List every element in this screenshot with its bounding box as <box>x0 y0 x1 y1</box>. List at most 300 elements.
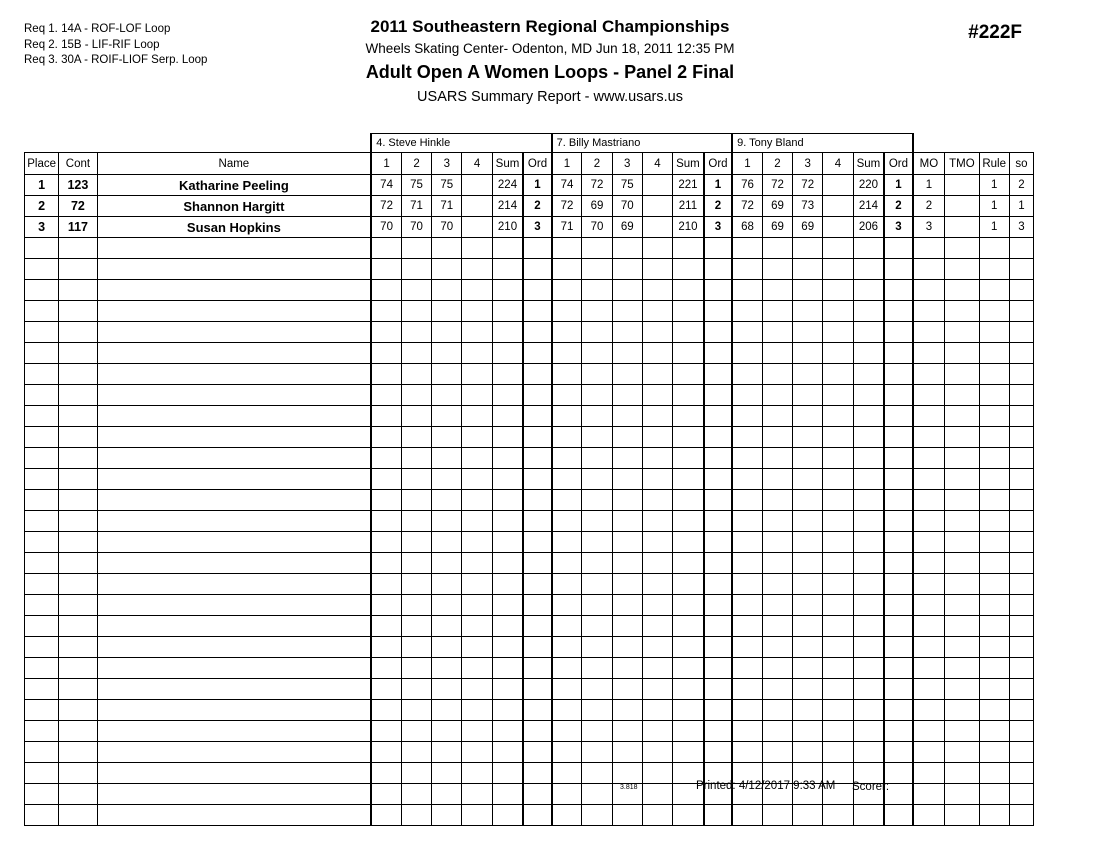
table-row-empty[interactable] <box>25 364 1034 385</box>
cell-empty <box>582 469 612 490</box>
cell-mo: 1 <box>913 175 945 196</box>
cell-empty <box>552 469 582 490</box>
cell-empty <box>401 679 431 700</box>
cell-empty <box>704 511 732 532</box>
cell-empty <box>432 553 462 574</box>
cell-empty <box>552 574 582 595</box>
cell-empty <box>853 364 884 385</box>
cell-empty <box>371 637 401 658</box>
table-row[interactable] <box>25 196 1034 217</box>
cell-empty <box>945 574 979 595</box>
cell-empty <box>642 616 672 637</box>
cell-empty <box>401 532 431 553</box>
cell-empty <box>884 238 912 259</box>
cell-empty <box>59 616 97 637</box>
table-row-empty[interactable] <box>25 406 1034 427</box>
cell-empty <box>853 301 884 322</box>
cell-empty <box>612 448 642 469</box>
judge-header-row <box>25 134 1034 153</box>
cell-j1-s2: 75 <box>401 175 431 196</box>
competition-title: 2011 Southeastern Regional Championships <box>370 17 730 36</box>
cell-empty <box>732 679 762 700</box>
cell-empty <box>823 322 853 343</box>
cell-empty <box>523 385 551 406</box>
cell-empty <box>853 700 884 721</box>
cell-mo: 2 <box>913 196 945 217</box>
cell-empty <box>673 280 704 301</box>
cell-empty <box>462 658 492 679</box>
cell-empty <box>762 259 792 280</box>
cell-empty <box>582 301 612 322</box>
cell-empty <box>25 406 59 427</box>
cell-empty <box>945 805 979 826</box>
cell-empty <box>552 343 582 364</box>
cell-empty <box>642 805 672 826</box>
cell-empty <box>462 469 492 490</box>
cell-empty <box>432 448 462 469</box>
cell-empty <box>462 574 492 595</box>
cell-empty <box>913 553 945 574</box>
cell-empty <box>732 721 762 742</box>
cell-empty <box>762 322 792 343</box>
cell-empty <box>401 511 431 532</box>
cell-empty <box>25 238 59 259</box>
cell-empty <box>704 259 732 280</box>
table-row-empty[interactable] <box>25 280 1034 301</box>
cell-empty <box>793 511 823 532</box>
table-row-empty[interactable] <box>25 238 1034 259</box>
cell-empty <box>913 406 945 427</box>
cell-empty <box>401 574 431 595</box>
cell-empty <box>612 238 642 259</box>
cell-empty <box>673 511 704 532</box>
cell-empty <box>59 490 97 511</box>
cell-empty <box>762 721 792 742</box>
cell-empty <box>823 343 853 364</box>
cell-empty <box>673 406 704 427</box>
cell-empty <box>401 322 431 343</box>
cell-empty <box>371 280 401 301</box>
cell-empty <box>913 259 945 280</box>
cell-empty <box>853 322 884 343</box>
cell-empty <box>97 553 371 574</box>
cell-empty <box>492 427 523 448</box>
cell-empty <box>642 448 672 469</box>
cell-empty <box>793 238 823 259</box>
cell-empty <box>673 301 704 322</box>
cell-empty <box>97 700 371 721</box>
cell-empty <box>979 637 1009 658</box>
cell-empty <box>979 427 1009 448</box>
cell-empty <box>1009 364 1033 385</box>
cell-empty <box>884 427 912 448</box>
cell-empty <box>793 490 823 511</box>
table-row-empty[interactable] <box>25 742 1034 763</box>
table-row-empty[interactable] <box>25 553 1034 574</box>
cell-cont: 72 <box>59 196 97 217</box>
cell-j2-s4 <box>642 175 672 196</box>
cell-empty <box>552 700 582 721</box>
cell-empty <box>823 469 853 490</box>
cell-empty <box>25 679 59 700</box>
form-code: 3.818 <box>620 784 638 791</box>
cell-j3-s3: 73 <box>793 196 823 217</box>
table-row-empty[interactable] <box>25 385 1034 406</box>
cell-place: 2 <box>25 196 59 217</box>
table-row-empty[interactable] <box>25 448 1034 469</box>
cell-empty <box>1009 658 1033 679</box>
cell-empty <box>945 595 979 616</box>
cell-j1-s3: 71 <box>432 196 462 217</box>
requirement-3: Req 3. 30A - ROIF-LIOF Serp. Loop <box>24 54 208 66</box>
cell-empty <box>59 406 97 427</box>
cell-empty <box>732 343 762 364</box>
cell-empty <box>523 343 551 364</box>
cell-empty <box>432 805 462 826</box>
cell-empty <box>462 616 492 637</box>
cell-empty <box>762 469 792 490</box>
cell-empty <box>732 700 762 721</box>
cell-empty <box>59 553 97 574</box>
table-row-empty[interactable] <box>25 637 1034 658</box>
cell-empty <box>612 343 642 364</box>
cell-empty <box>762 343 792 364</box>
table-row-empty[interactable] <box>25 679 1034 700</box>
cell-empty <box>523 259 551 280</box>
cell-empty <box>732 637 762 658</box>
cell-empty <box>552 322 582 343</box>
cell-empty <box>97 385 371 406</box>
cell-empty <box>582 574 612 595</box>
cell-empty <box>945 532 979 553</box>
cell-empty <box>552 721 582 742</box>
cell-empty <box>401 385 431 406</box>
cell-empty <box>704 280 732 301</box>
cell-empty <box>612 301 642 322</box>
cell-empty <box>371 658 401 679</box>
cell-empty <box>823 805 853 826</box>
cell-empty <box>401 595 431 616</box>
cell-empty <box>612 532 642 553</box>
table-row-empty[interactable] <box>25 616 1034 637</box>
cell-empty <box>853 616 884 637</box>
cell-empty <box>582 742 612 763</box>
cell-empty <box>59 448 97 469</box>
cell-empty <box>979 700 1009 721</box>
table-row-empty[interactable] <box>25 574 1034 595</box>
cell-empty <box>853 805 884 826</box>
cell-empty <box>1009 406 1033 427</box>
table-row-empty[interactable] <box>25 658 1034 679</box>
cell-empty <box>884 511 912 532</box>
cell-j3-s3: 72 <box>793 175 823 196</box>
cell-j2-s2: 70 <box>582 217 612 238</box>
table-row-empty[interactable] <box>25 805 1034 826</box>
cell-empty <box>979 805 1009 826</box>
cell-tmo <box>945 175 979 196</box>
cell-empty <box>793 406 823 427</box>
cell-empty <box>704 301 732 322</box>
cell-empty <box>523 406 551 427</box>
col-j3-sum: Sum <box>853 153 884 175</box>
cell-mo: 3 <box>913 217 945 238</box>
cell-empty <box>371 511 401 532</box>
cell-empty <box>582 616 612 637</box>
cell-empty <box>432 616 462 637</box>
judge-1-label: 4. Steve Hinkle <box>371 134 551 153</box>
cell-place: 3 <box>25 217 59 238</box>
cell-empty <box>492 805 523 826</box>
table-row-empty[interactable] <box>25 427 1034 448</box>
cell-empty <box>642 679 672 700</box>
cell-j1-ord: 1 <box>523 175 551 196</box>
cell-empty <box>1009 805 1033 826</box>
cell-empty <box>732 469 762 490</box>
cell-empty <box>97 238 371 259</box>
cell-empty <box>945 280 979 301</box>
cell-empty <box>732 553 762 574</box>
cell-empty <box>673 553 704 574</box>
cell-j3-s4 <box>823 175 853 196</box>
cell-empty <box>25 721 59 742</box>
cell-empty <box>642 364 672 385</box>
cell-empty <box>704 805 732 826</box>
cell-empty <box>59 511 97 532</box>
cell-empty <box>552 679 582 700</box>
cell-empty <box>945 637 979 658</box>
cell-empty <box>823 259 853 280</box>
cell-empty <box>523 238 551 259</box>
judge-banner-spacer <box>25 134 372 153</box>
cell-empty <box>1009 301 1033 322</box>
cell-empty <box>762 448 792 469</box>
cell-empty <box>432 511 462 532</box>
cell-empty <box>704 385 732 406</box>
cell-empty <box>979 364 1009 385</box>
cell-empty <box>762 616 792 637</box>
cell-empty <box>913 301 945 322</box>
cell-empty <box>979 406 1009 427</box>
cell-empty <box>979 532 1009 553</box>
cell-empty <box>492 280 523 301</box>
cell-empty <box>492 301 523 322</box>
cell-j1-s4 <box>462 196 492 217</box>
cell-empty <box>823 721 853 742</box>
cell-empty <box>913 679 945 700</box>
cell-empty <box>582 322 612 343</box>
cell-empty <box>612 511 642 532</box>
cell-empty <box>59 238 97 259</box>
cell-empty <box>979 301 1009 322</box>
cell-j1-sum: 224 <box>492 175 523 196</box>
cell-empty <box>823 742 853 763</box>
col-j3-s4: 4 <box>823 153 853 175</box>
cell-empty <box>59 700 97 721</box>
cell-empty <box>523 805 551 826</box>
cell-empty <box>523 679 551 700</box>
cell-empty <box>1009 637 1033 658</box>
cell-empty <box>371 364 401 385</box>
table-row-empty[interactable] <box>25 511 1034 532</box>
cell-empty <box>492 679 523 700</box>
cell-empty <box>492 595 523 616</box>
cell-empty <box>401 301 431 322</box>
cell-empty <box>979 616 1009 637</box>
cell-empty <box>462 406 492 427</box>
cell-empty <box>853 280 884 301</box>
cell-empty <box>552 259 582 280</box>
table-row-empty[interactable] <box>25 301 1034 322</box>
cell-empty <box>704 322 732 343</box>
cell-empty <box>793 700 823 721</box>
table-row-empty[interactable] <box>25 721 1034 742</box>
cell-empty <box>523 637 551 658</box>
cell-empty <box>673 322 704 343</box>
cell-empty <box>371 616 401 637</box>
cell-empty <box>732 427 762 448</box>
cell-empty <box>523 364 551 385</box>
cell-j3-s2: 72 <box>762 175 792 196</box>
cell-empty <box>884 406 912 427</box>
cell-empty <box>97 259 371 280</box>
cell-empty <box>884 553 912 574</box>
cell-empty <box>1009 574 1033 595</box>
cell-empty <box>793 595 823 616</box>
cell-empty <box>913 343 945 364</box>
cell-empty <box>612 805 642 826</box>
cell-empty <box>884 490 912 511</box>
cell-empty <box>462 259 492 280</box>
cell-empty <box>673 700 704 721</box>
cell-empty <box>704 448 732 469</box>
cell-empty <box>582 721 612 742</box>
cell-empty <box>704 238 732 259</box>
cell-j1-s2: 70 <box>401 217 431 238</box>
cell-empty <box>97 490 371 511</box>
cell-empty <box>673 742 704 763</box>
table-row-empty[interactable] <box>25 700 1034 721</box>
cell-empty <box>401 427 431 448</box>
cell-empty <box>462 364 492 385</box>
cell-empty <box>979 679 1009 700</box>
cell-empty <box>793 364 823 385</box>
cell-empty <box>371 679 401 700</box>
cell-empty <box>582 385 612 406</box>
cell-empty <box>913 511 945 532</box>
cell-empty <box>59 679 97 700</box>
cell-empty <box>704 532 732 553</box>
cell-empty <box>371 553 401 574</box>
cell-j3-ord: 1 <box>884 175 912 196</box>
cell-empty <box>432 490 462 511</box>
cell-empty <box>884 469 912 490</box>
cell-empty <box>704 679 732 700</box>
cell-empty <box>853 553 884 574</box>
cell-j2-s3: 69 <box>612 217 642 238</box>
cell-empty <box>1009 616 1033 637</box>
table-row-empty[interactable] <box>25 322 1034 343</box>
cell-j1-s2: 71 <box>401 196 431 217</box>
cell-empty <box>25 301 59 322</box>
cell-empty <box>492 532 523 553</box>
column-header-row <box>25 153 1034 175</box>
cell-empty <box>884 280 912 301</box>
cell-rule: 1 <box>979 217 1009 238</box>
cell-j2-s4 <box>642 196 672 217</box>
cell-empty <box>401 658 431 679</box>
cell-empty <box>1009 448 1033 469</box>
cell-empty <box>1009 259 1033 280</box>
table-row[interactable] <box>25 217 1034 238</box>
table-row-empty[interactable] <box>25 595 1034 616</box>
table-row-empty[interactable] <box>25 343 1034 364</box>
cell-empty <box>462 490 492 511</box>
cell-empty <box>704 637 732 658</box>
cell-j3-s1: 76 <box>732 175 762 196</box>
event-number: #222F <box>968 22 1022 43</box>
cell-empty <box>823 658 853 679</box>
footer <box>24 780 1034 798</box>
cell-j2-sum: 211 <box>673 196 704 217</box>
table-row[interactable] <box>25 175 1034 196</box>
cell-j3-s2: 69 <box>762 217 792 238</box>
cell-empty <box>523 301 551 322</box>
cell-empty <box>884 259 912 280</box>
cell-empty <box>612 280 642 301</box>
cell-empty <box>642 742 672 763</box>
cell-j3-ord: 3 <box>884 217 912 238</box>
table-row-empty[interactable] <box>25 532 1034 553</box>
cell-empty <box>371 574 401 595</box>
requirement-2: Req 2. 15B - LIF-RIF Loop <box>24 38 160 51</box>
cell-empty <box>523 490 551 511</box>
table-row-empty[interactable] <box>25 259 1034 280</box>
cell-empty <box>884 658 912 679</box>
cell-empty <box>945 616 979 637</box>
cell-empty <box>642 322 672 343</box>
cell-empty <box>59 742 97 763</box>
cell-empty <box>793 343 823 364</box>
cell-empty <box>793 448 823 469</box>
event-title: Adult Open A Women Loops - Panel 2 Final <box>365 62 735 82</box>
cell-empty <box>97 427 371 448</box>
cell-empty <box>1009 721 1033 742</box>
cell-empty <box>642 280 672 301</box>
cell-empty <box>523 742 551 763</box>
cell-empty <box>462 637 492 658</box>
cell-empty <box>432 574 462 595</box>
cell-empty <box>582 532 612 553</box>
cell-empty <box>762 742 792 763</box>
cell-empty <box>762 553 792 574</box>
cell-empty <box>673 343 704 364</box>
cell-empty <box>793 322 823 343</box>
cell-empty <box>762 385 792 406</box>
cell-empty <box>552 511 582 532</box>
cell-j1-s1: 72 <box>371 196 401 217</box>
cell-empty <box>1009 553 1033 574</box>
cell-empty <box>793 805 823 826</box>
cell-empty <box>25 742 59 763</box>
cell-empty <box>673 259 704 280</box>
cell-empty <box>979 658 1009 679</box>
cell-empty <box>432 364 462 385</box>
table-row-empty[interactable] <box>25 469 1034 490</box>
cell-empty <box>884 343 912 364</box>
table-row-empty[interactable] <box>25 490 1034 511</box>
cell-empty <box>945 742 979 763</box>
cell-empty <box>582 490 612 511</box>
